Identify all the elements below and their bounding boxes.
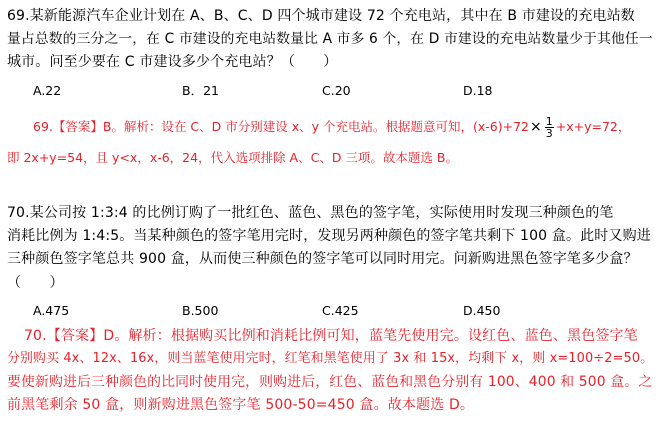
q69-option-a: A.22	[33, 83, 62, 98]
one-third-fraction	[545, 116, 554, 139]
q70-question-line-4: （ ）	[7, 275, 64, 291]
q69-answer-line-1	[33, 116, 630, 139]
q70-option-c: C.425	[322, 303, 359, 318]
multiply-sign: ×	[530, 119, 542, 135]
q70-question-line-3: 三种颜色签字笔总共 900 盒，从而使三种颜色的签字笔可以同时用完。问新购进黑色签字笔多少盒？	[7, 251, 638, 267]
q69-option-b: B．21	[182, 83, 219, 98]
q70-option-d: D.450	[463, 303, 501, 318]
q70-answer-line-4: 前黑笔剩余 50 盒，则新购进黑色签字笔 500-50=450 盒。故本题选 D。	[7, 397, 475, 413]
q70-answer-line-2: 分别购买 4x、12x、16x，则当蓝笔使用完时，红笔和黑笔使用了 3x 和 15x，均剩下 x，则 x=100÷2=50。	[7, 351, 654, 366]
q70-answer-line-1: 70.【答案】D。解析：根据购买比例和消耗比例可知，蓝笔先使用完。设红色、蓝色、黑色签字笔	[24, 328, 638, 344]
q70-answer-line-3: 要使新购进后三种颜色的比同时使用完，则购进后，红色、蓝色和黑色分别有 100、400 和 500 盒。之	[7, 374, 653, 390]
q69-answer-text-b: +x+y=72，	[555, 119, 631, 134]
q70-question-line-2: 消耗比例为 1:4:5。当某种颜色的签字笔用完时，发现另两种颜色的签字笔共剩下 100 盒。此时又购进	[7, 228, 651, 244]
fraction-denominator: 3	[545, 127, 553, 140]
fraction-numerator: 1	[545, 115, 553, 128]
q69-question-line-2: 量占总数的三分之一，在 C 市建设的充电站数量比 A 市多 6 个，在 D 市建设的充电站数量少于其他任一	[7, 31, 653, 47]
q69-answer-line-2: 即 2x+y=54，且 y<x，x-6，24，代入选项排除 A、C、D 三项。故本题选 B。	[7, 150, 458, 165]
q70-question-line-1: 70.某公司按 1:3:4 的比例订购了一批红色、蓝色、黑色的签字笔，实际使用时发现三种颜色的笔	[7, 205, 614, 221]
q69-option-c: C.20	[322, 83, 351, 98]
q69-option-d: D.18	[463, 83, 493, 98]
q70-option-a: A.475	[33, 303, 70, 318]
q69-question-line-1: 69.某新能源汽车企业计划在 A、B、C、D 四个城市建设 72 个充电站，其中在 B 市建设的充电站数	[7, 8, 635, 24]
q69-question-line-3: 城市。问至少要在 C 市建设多少个充电站？（ ）	[7, 54, 338, 70]
q70-option-b: B.500	[182, 303, 219, 318]
q69-answer-text-a: 69.【答案】B。解析：设在 C、D 市分别建设 x、y 个充电站。根据题意可知，(x-6)+72	[33, 119, 529, 134]
